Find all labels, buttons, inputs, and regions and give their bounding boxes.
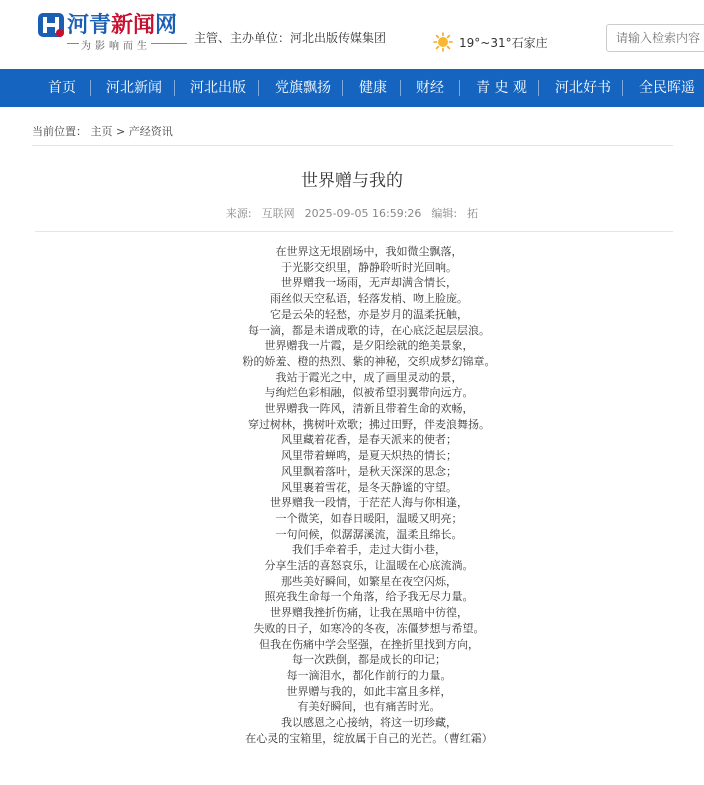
poem-line: 但我在伤痛中学会坚强，在挫折里找到方向， [259, 637, 479, 651]
poem-line: 每一滴，都是未谱成歌的诗，在心底泛起层层浪。 [248, 323, 490, 337]
poem-line: 穿过树林，携树叶欢歌；拂过田野，伴麦浪舞扬。 [248, 417, 490, 431]
poem-line: 风里藏着花香，是春天派来的使者； [281, 433, 457, 447]
article-body [0, 244, 704, 747]
logo-wordmark: 河青新闻网 [67, 13, 178, 38]
nav-separator [622, 80, 623, 96]
poem-line: 世界赠我一阵风，清新且带着生命的欢畅， [264, 402, 474, 416]
poem-line: 世界赠我挫折伤痛，让我在黑暗中彷徨， [270, 606, 468, 620]
source-value: 互联网 [261, 207, 295, 220]
nav-separator [400, 80, 401, 96]
poem-line: 世界赠与我的，如此丰富且多样， [286, 684, 452, 698]
nav-item-hebei-publishing[interactable]: 河北出版 [190, 80, 246, 96]
poem-line: 我站于霞光之中，成了画里灵动的景， [275, 370, 463, 384]
nav-separator [174, 80, 175, 96]
breadcrumb-home-link[interactable]: 主页 [90, 125, 113, 138]
breadcrumb [32, 123, 173, 139]
nav-item-party-flag[interactable]: 党旗飘扬 [275, 80, 331, 96]
poem-line: 世界赠我一段情，于茫茫人海与你相逢， [270, 496, 468, 510]
poem-line: 每一滴泪水，都化作前行的力量。 [286, 668, 452, 682]
logo-h-icon [37, 10, 65, 38]
poem-line: 失败的日子，如寒冷的冬夜，冻僵梦想与希望。 [253, 621, 485, 635]
sun-icon [433, 32, 453, 52]
article-title: 世界赠与我的 [301, 171, 403, 191]
poem-line: 粉的娇羞、橙的热烈、紫的神秘，交织成梦幻锦章。 [242, 354, 496, 368]
breadcrumb-divider [32, 145, 673, 146]
main-nav [0, 69, 704, 107]
nav-item-public[interactable]: 全民晖遥 [639, 80, 695, 96]
nav-item-hebei-books[interactable]: 河北好书 [555, 80, 611, 96]
poem-line: 它是云朵的轻愁，亦是岁月的温柔抚触， [270, 307, 468, 321]
site-header [0, 0, 704, 69]
poem-line: 雨丝似天空私语，轻落发梢、吻上脸庞。 [270, 292, 468, 306]
poem-line: 那些美好瞬间，如繁星在夜空闪烁， [281, 574, 457, 588]
nav-separator [538, 80, 539, 96]
article-meta [0, 205, 704, 221]
poem-line: 我们手牵着手，走过大街小巷， [292, 543, 446, 557]
logo-divider-left [67, 43, 79, 44]
search-input[interactable] [606, 24, 704, 52]
publish-datetime: 2025-09-05 16:59:26 [304, 207, 422, 220]
poem-line: 在心灵的宝箱里，绽放属于自己的光芒。（曹红霜） [245, 731, 493, 745]
breadcrumb-separator: > [116, 125, 126, 138]
editor-value: 拓 [467, 207, 479, 220]
nav-separator [342, 80, 343, 96]
editor-label: 编辑: [431, 207, 458, 220]
poem-line: 与绚烂色彩相融，似被希望羽翼带向远方。 [264, 386, 474, 400]
site-logo[interactable] [37, 8, 187, 52]
nav-item-hebei-news[interactable]: 河北新闻 [106, 80, 162, 96]
poem-line: 风里带着蝉鸣，是夏天炽热的情长； [281, 449, 457, 463]
nav-separator [459, 80, 460, 96]
logo-slogan: 为影响而生 [81, 41, 151, 52]
nav-separator [90, 80, 91, 96]
poem-line: 世界赠我一片霞，是夕阳绘就的绝美景象， [264, 339, 474, 353]
nav-item-health[interactable]: 健康 [359, 80, 387, 96]
poem-line: 我以感恩之心接纳，将这一切珍藏， [281, 716, 457, 730]
nav-item-finance[interactable]: 财经 [416, 80, 444, 96]
poem-line: 每一次跌倒，都是成长的印记； [292, 653, 446, 667]
breadcrumb-current-link[interactable]: 产经资讯 [128, 125, 173, 138]
nav-separator [258, 80, 259, 96]
poem-line: 分享生活的喜怒哀乐，让温暖在心底流淌。 [264, 559, 474, 573]
poem-line: 在世界这无垠剧场中，我如微尘飘落， [275, 245, 463, 258]
nav-item-home[interactable]: 首页 [48, 80, 76, 96]
logo-divider-right [151, 43, 187, 44]
weather-text: 19°~31°石家庄 [459, 36, 548, 50]
nav-item-youth-history[interactable]: 青 史 观 [476, 80, 527, 96]
poem-line: 有美好瞬间，也有痛苦时光。 [297, 700, 441, 714]
poem-line: 照亮我生命每一个角落，给予我无尽力量。 [264, 590, 474, 604]
title-divider [35, 231, 673, 232]
poem-line: 一个微笑，如春日暖阳，温暖又明亮； [275, 511, 463, 525]
poem-line: 世界赠我一场雨，无声却满含情长， [281, 276, 457, 290]
source-label: 来源: [225, 207, 252, 220]
breadcrumb-prefix: 当前位置： [32, 125, 87, 138]
poem-line: 风里裹着雪花，是冬天静谧的守望。 [281, 480, 457, 494]
poem-line: 于光影交织里，静静聆听时光回响。 [281, 260, 457, 274]
poem-line: 风里飘着落叶，是秋天深深的思念； [281, 464, 457, 478]
poem-line: 一句问候，似潺潺溪流，温柔且绵长。 [275, 527, 463, 541]
sponsor-text: 主管、主办单位：河北出版传媒集团 [194, 31, 387, 45]
